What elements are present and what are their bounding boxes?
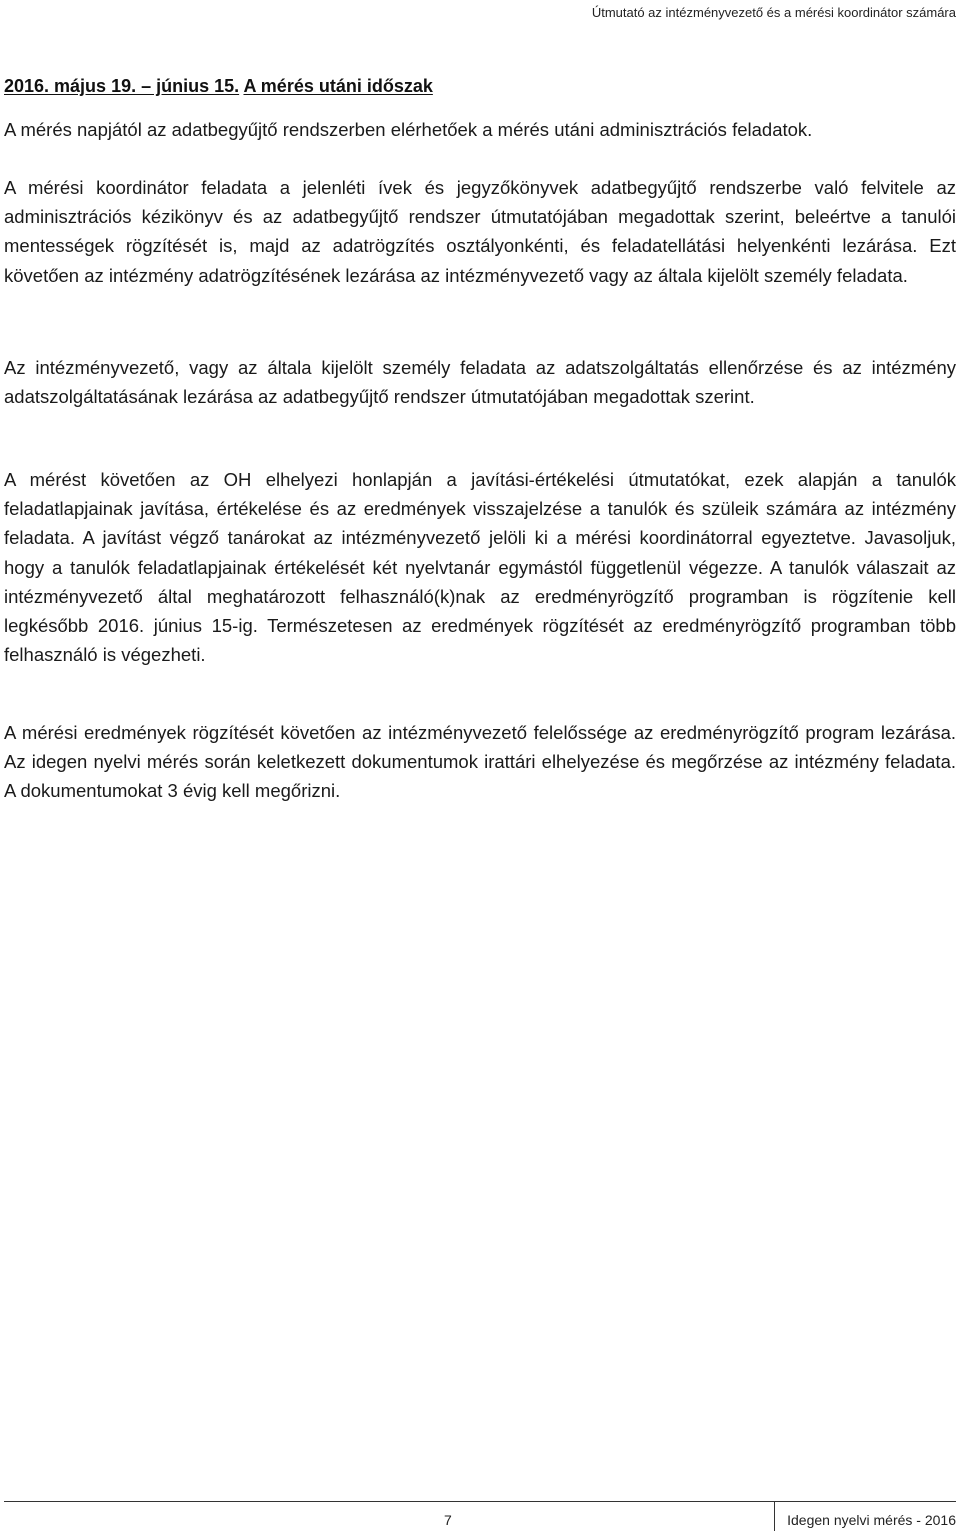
paragraph-coordinator-tasks: A mérési koordinátor feladata a jelenléti ívek és jegyzőkönyvek adatbegyűjtő rendszerbe való felvitele az adminisztrációs kézikönyv és az adatbegyűjtő rendszer útmutatójában megadottak szerint, beleértve a tanulói mentességek rögzítését is, majd az adatrögzítés osztályonkénti, és feladatellátási helyenkénti lezárása. Ezt követően az intézmény adatrögzítésének lezárása az intézményvezető vagy az általa kijelölt személy feladata. (4, 177, 956, 286)
section-heading (4, 73, 433, 99)
running-header: Útmutató az intézményvezető és a mérési koordinátor számára (591, 5, 956, 20)
section-heading-dates: 2016. május 19. – június 15. (4, 76, 240, 96)
footer-divider (774, 1501, 775, 1531)
footer-rule (4, 1501, 956, 1502)
paragraph-results-closing: A mérési eredmények rögzítését követően az intézményvezető felelőssége az eredményrögzítő program lezárása. Az idegen nyelvi mérés során keletkezett dokumentumok irattári elhelyezése és megőrzése az intézmény feladata. A dokumentumokat 3 évig kell megőrizni. (4, 722, 956, 802)
paragraph-evaluation: A mérést követően az OH elhelyezi honlapján a javítási-értékelési útmutatókat, ezek alapján a tanulók feladatlapjainak javítása, értékelése és az eredmények visszajelzése a tanulók és szüleik számára az intézmény feladata. A javítást végző tanárokat az intézményvezető jelöli ki a mérési koordinátorral egyeztetve. Javasoljuk, hogy a tanulók feladatlapjainak értékelését két nyelvtanár egymástól függetlenül végezze. A tanulók válaszait az intézményvezető által meghatározott felhasználó(k)nak az eredményrögzítő programban is rögzítenie kell legkésőbb 2016. június 15-ig. Természetesen az eredmények rögzítését az eredményrögzítő programban több felhasználó is végezheti. (4, 469, 956, 666)
page-number: 7 (444, 1512, 452, 1528)
section-heading-title: A mérés utáni időszak (243, 76, 433, 96)
paragraph-headteacher-tasks: Az intézményvezető, vagy az általa kijelölt személy feladata az adatszolgáltatás ellenőrzése és az intézmény adatszolgáltatásának lezárása az adatbegyűjtő rendszer útmutatójában megadottak szerint. (4, 357, 956, 408)
paragraph-post-measurement-admin: A mérés napjától az adatbegyűjtő rendszerben elérhetőek a mérés utáni adminisztrációs feladatok. (4, 119, 813, 140)
footer-doc-title: Idegen nyelvi mérés - 2016 (787, 1512, 956, 1528)
